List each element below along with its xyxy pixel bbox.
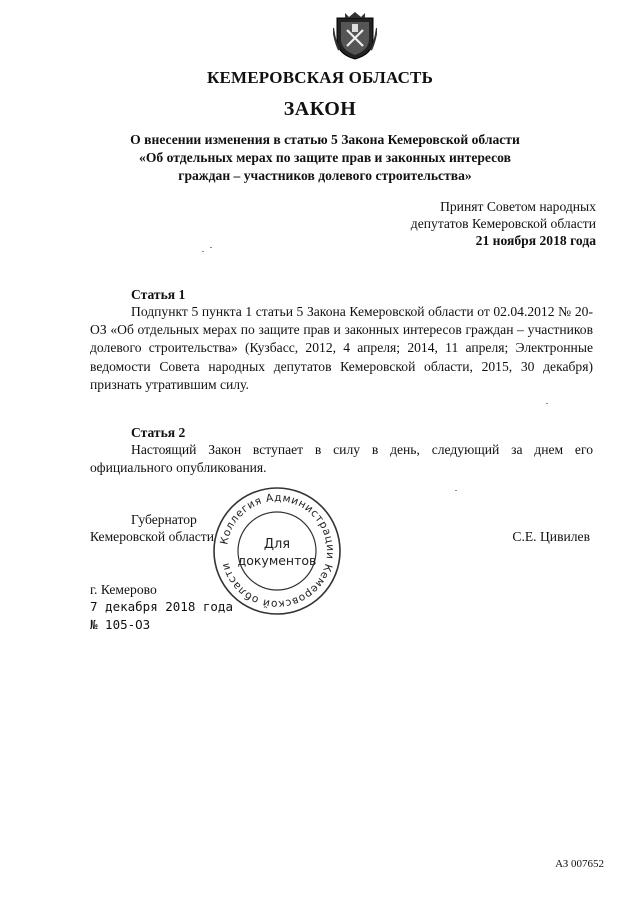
signer-title-line1: Губернатор [131, 512, 197, 527]
adoption-line: Принят Советом народных [440, 199, 596, 214]
scan-speck [210, 247, 212, 248]
subtitle-line: граждан – участников долевого строительства» [178, 168, 472, 183]
official-stamp [211, 485, 343, 617]
law-number: № 105-ОЗ [90, 617, 151, 632]
adoption-block [411, 198, 596, 249]
stamp-center-line1: Для [263, 537, 291, 552]
subtitle-line: О внесении изменения в статью 5 Закона Кемеровской области [130, 132, 520, 147]
stamp-center-line2: документов [237, 553, 317, 568]
document-type-heading: ЗАКОН [283, 98, 357, 120]
article-1-title: Статья 1 [131, 287, 186, 302]
signing-date: 7 декабря 2018 года [90, 599, 233, 614]
subtitle-line: «Об отдельных мерах по защите прав и законных интересов [139, 150, 511, 165]
law-subtitle [90, 131, 560, 185]
signer-title-line2: Кемеровской области [90, 529, 215, 544]
form-serial-number: АЗ 007652 [555, 858, 604, 870]
region-heading: КЕМЕРОВСКАЯ ОБЛАСТЬ [206, 68, 434, 87]
article-2-text: Настоящий Закон вступает в силу в день, следующий за днем его официального опубликования. [90, 442, 593, 476]
stamp-ring-text: Коллегия Администрации Кемеровской области [218, 491, 337, 611]
scan-speck [455, 490, 457, 491]
article-2-title: Статья 2 [131, 425, 186, 440]
article-1-text: Подпункт 5 пункта 1 статьи 5 Закона Кемеровской области от 02.04.2012 № 20-ОЗ «Об отдельных мерах по защите прав и законных интересов граждан – участников долевого строительства» (Кузбасс, 2012, 4 апреля; 2014, 11 апреля; Электронные ведомости Совета народных депутатов Кемеровской области, 2015, 30 декабря) признать утратившим силу. [90, 304, 593, 392]
signer-name: С.Е. Цивилев [512, 529, 590, 544]
adoption-line: депутатов Кемеровской области [410, 216, 596, 231]
coat-of-arms-emblem [333, 12, 377, 60]
adoption-date: 21 ноября 2018 года [475, 233, 596, 248]
signing-city: г. Кемерово [90, 582, 157, 597]
scan-speck [546, 403, 548, 404]
scan-speck [202, 251, 204, 252]
